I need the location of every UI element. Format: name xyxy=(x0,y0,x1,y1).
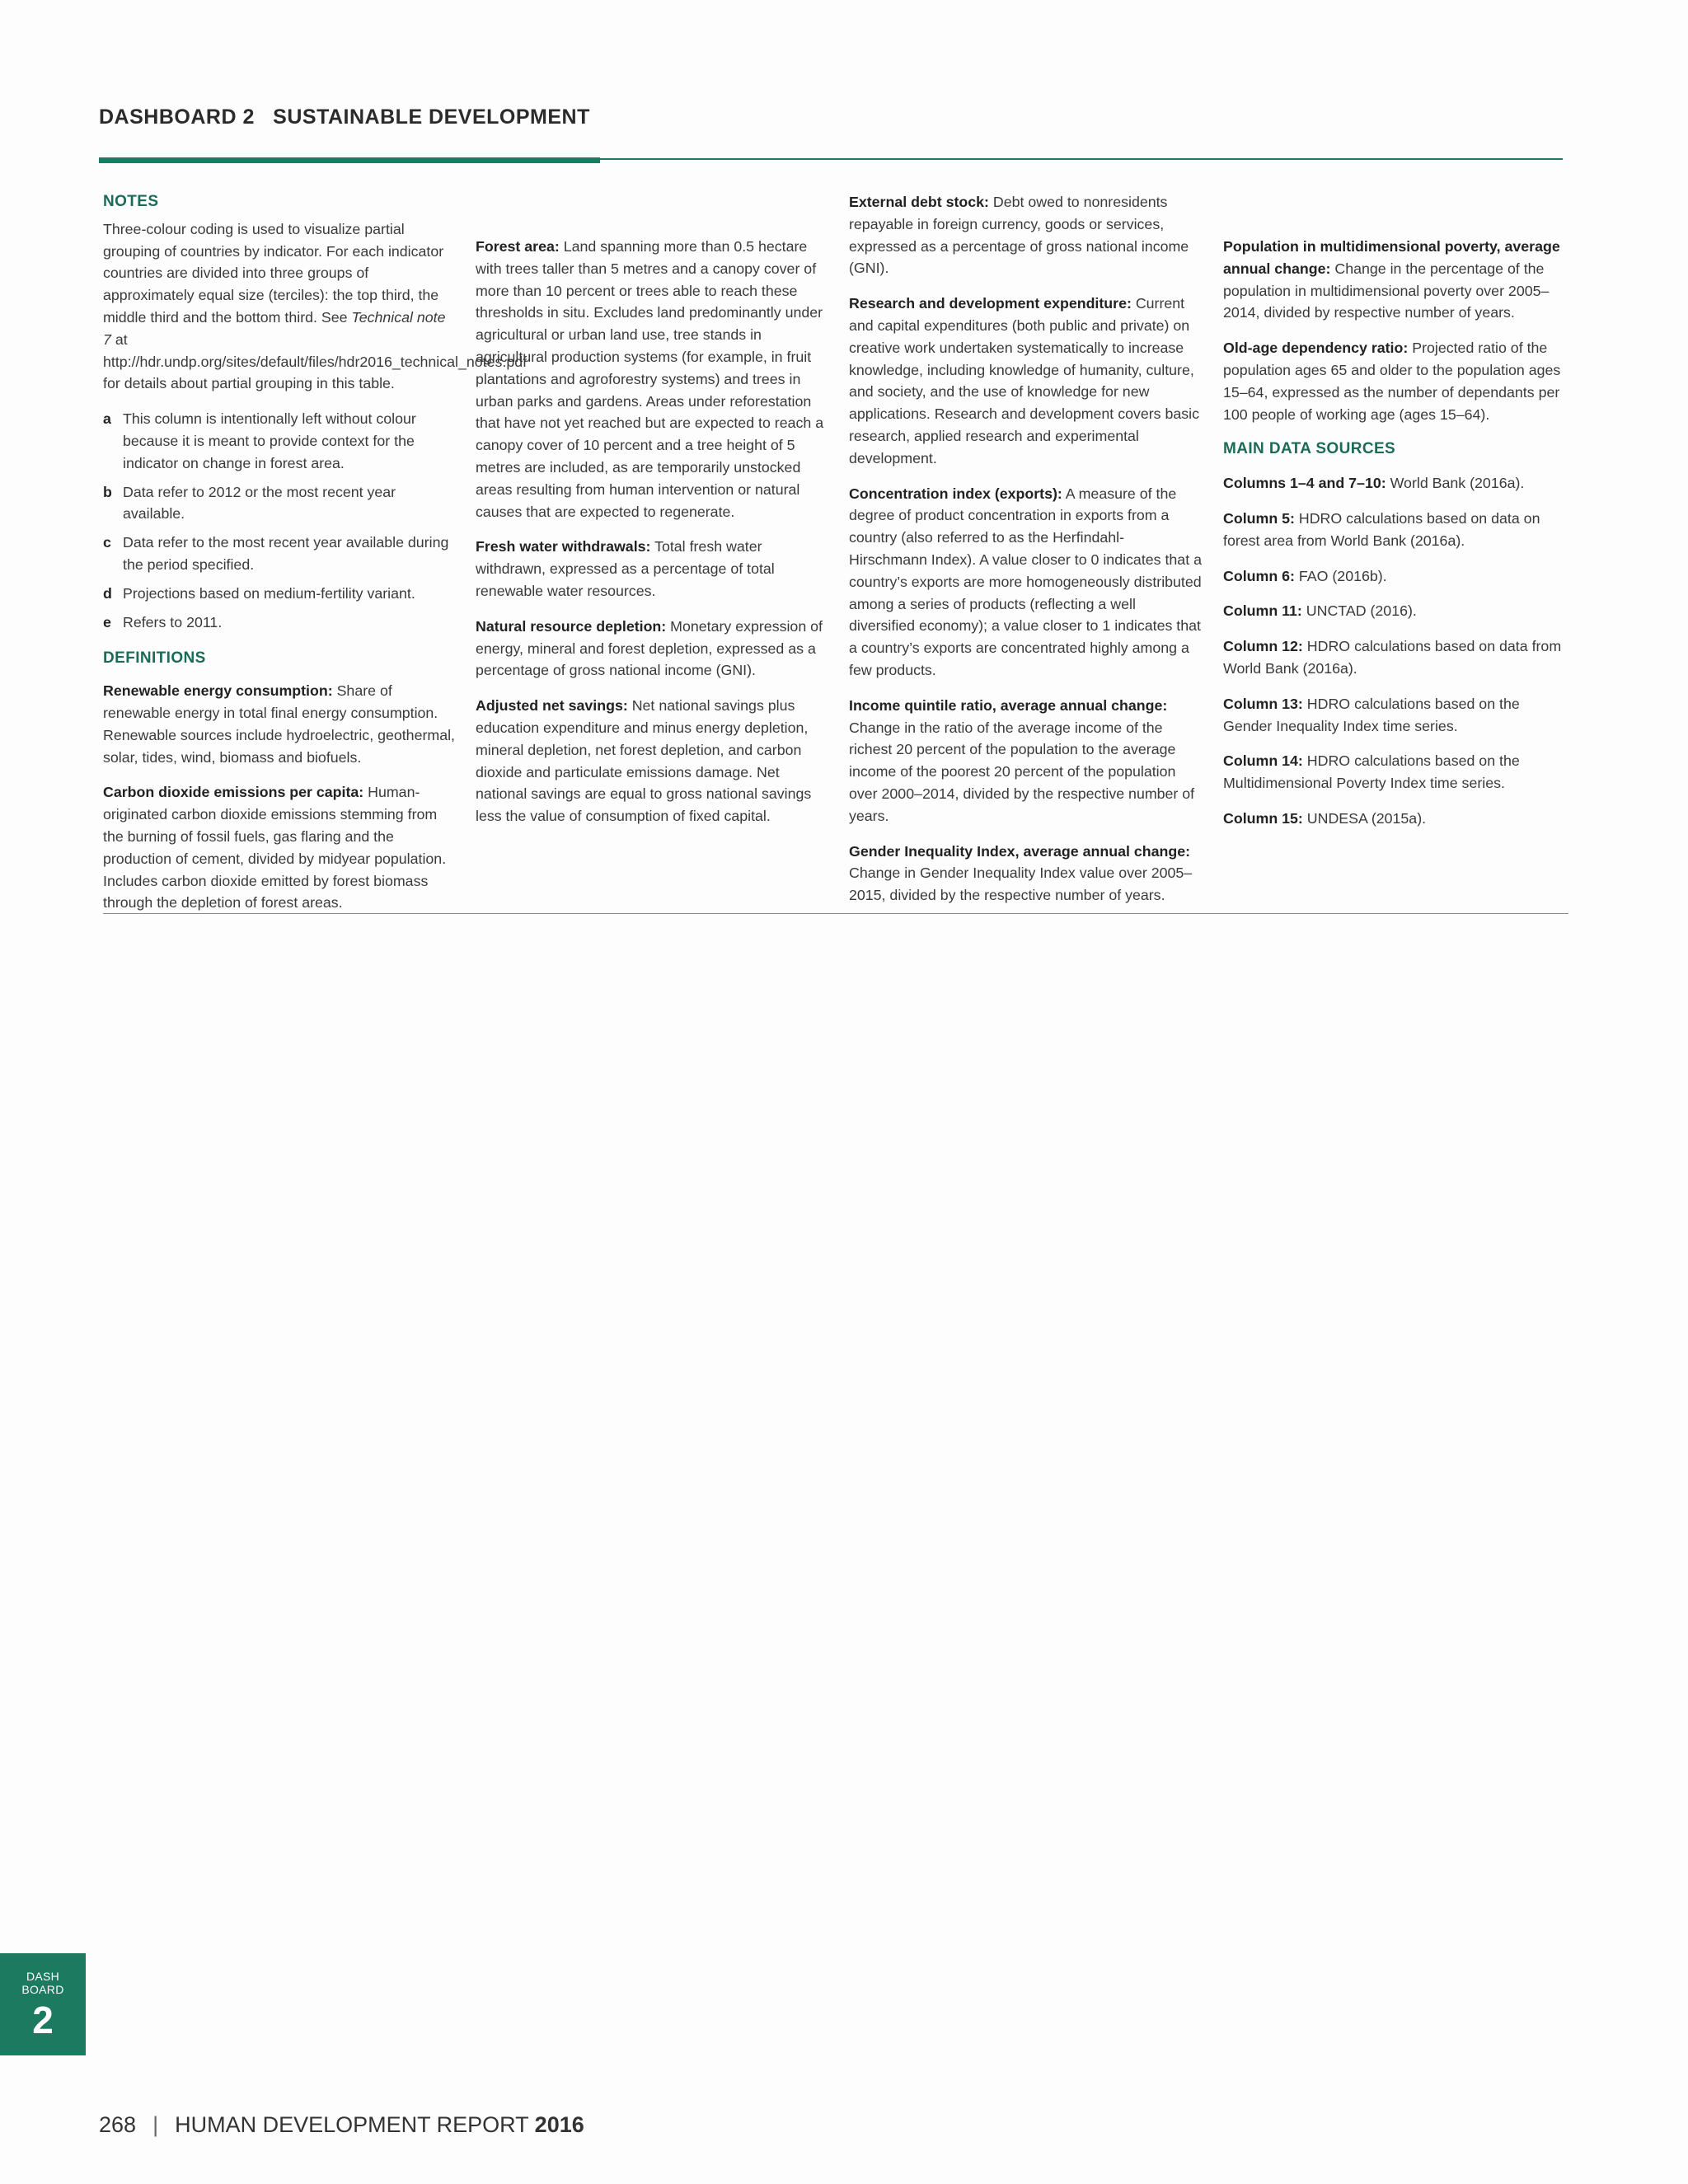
source-text: UNCTAD (2016). xyxy=(1301,602,1417,620)
definition-text: Debt owed to nonresidents repayable in foreign currency, goods or services, expressed as a percentage of gross national income (GNI). xyxy=(849,194,1189,277)
note-item xyxy=(103,583,456,605)
source-term: Column 11: xyxy=(1223,602,1302,620)
definition-term: Gender Inequality Index, average annual change: xyxy=(849,842,1191,860)
dashboard-side-tab xyxy=(0,1953,86,2055)
source-term: Columns 1–4 and 7–10: xyxy=(1223,475,1386,492)
definition-text: Projected ratio of the population ages 65 and older to the population ages 15–64, expressed as the number of dependants per 100 people of working age (ages 15–64). xyxy=(1223,340,1561,423)
source-text: World Bank (2016a). xyxy=(1386,475,1525,492)
definition-debt xyxy=(849,191,1202,279)
header-rule xyxy=(600,158,1563,160)
section-divider xyxy=(103,913,1568,914)
note-text: Refers to 2011. xyxy=(123,613,223,630)
source-term: Column 15: xyxy=(1223,809,1303,827)
definition-term: External debt stock: xyxy=(849,194,989,210)
note-text: Data refer to 2012 or the most recent year available. xyxy=(123,483,396,523)
notes-heading: NOTES xyxy=(103,193,159,210)
definition-resource xyxy=(476,616,828,682)
definition-text: Change in Gender Inequality Index value over 2005–2015, divided by the respective number of years. xyxy=(849,865,1193,904)
note-item xyxy=(103,612,456,634)
source-item xyxy=(1223,508,1569,552)
notes-intro-text: Three-colour coding is used to visualize partial grouping of countries by indicator. For each indicator countries are divided into three groups of approximately equal size (terciles): the top third, the middle third and the bottom third. See xyxy=(103,220,444,326)
definition-savings xyxy=(476,695,828,827)
header-accent-bar xyxy=(99,157,600,163)
definition-text: Land spanning more than 0.5 hectare with trees taller than 5 metres and a canopy cover of more than 10 percent or trees able to reach these thresholds in situ. Excludes land predominantly under agricultural or urban land use, tree stands in agricultural production systems (for example, in fruit plantations and agroforestry systems) and trees in urban parks and gardens. Areas under reforestation that have not yet reached but are expected to reach a canopy cover of 10 percent and a tree height of 5 metres are included, as are temporarily unstocked areas resulting from human intervention or natural causes that are expected to regenerate. xyxy=(476,238,824,520)
source-term: Column 5: xyxy=(1223,509,1295,527)
note-text: Projections based on medium-fertility variant. xyxy=(123,584,415,602)
definition-term: Fresh water withdrawals: xyxy=(476,538,651,555)
source-term: Column 14: xyxy=(1223,752,1303,770)
definition-term: Old-age dependency ratio: xyxy=(1223,340,1409,357)
definitions-sources-column xyxy=(1223,236,1569,843)
definition-text: Human-originated carbon dioxide emissions stemming from the burning of fossil fuels, gas flaring and the production of cement, divided by midyear population. Includes carbon dioxide emitted by forest biomass through the depletion of forest areas. xyxy=(103,784,447,912)
note-item xyxy=(103,408,456,474)
footer-separator: | xyxy=(152,2112,159,2137)
notes-intro-text-end: at http://hdr.undp.org/sites/default/files/hdr2016_technical_notes.pdf for details about partial grouping in this table. xyxy=(103,330,528,392)
report-year: 2016 xyxy=(534,2112,584,2137)
definition-co2 xyxy=(103,781,456,914)
side-tab-label-line2: BOARD xyxy=(21,1983,64,1996)
definition-term: Research and development expenditure: xyxy=(849,295,1132,312)
note-item xyxy=(103,481,456,526)
definition-text: Net national savings plus education expenditure and minus energy depletion, mineral depletion, net forest depletion, and carbon dioxide and particulate emissions damage. Net national savings are equal to gross national savings less the value of consumption of fixed capital. xyxy=(476,697,812,825)
source-item xyxy=(1223,565,1569,588)
side-tab-number: 2 xyxy=(32,1999,54,2041)
definition-concentration xyxy=(849,483,1202,682)
definition-renewable xyxy=(103,680,456,768)
note-key: a xyxy=(103,410,111,428)
definition-gii xyxy=(849,841,1202,907)
source-text: FAO (2016b). xyxy=(1294,567,1387,584)
notes-column xyxy=(103,191,528,927)
definition-water xyxy=(476,536,828,602)
definition-forest xyxy=(476,236,828,523)
definitions-heading: DEFINITIONS xyxy=(103,649,206,668)
report-name: HUMAN DEVELOPMENT REPORT xyxy=(175,2112,535,2137)
source-term: Column 12: xyxy=(1223,638,1303,655)
source-text: HDRO calculations based on the Gender Inequality Index time series. xyxy=(1223,695,1520,734)
definitions-column-2 xyxy=(476,236,828,841)
source-item xyxy=(1223,600,1569,622)
definition-term: Population in multidimensional poverty, average annual change: xyxy=(1223,238,1560,277)
notes-intro-link-label: Technical note 7 xyxy=(103,308,446,348)
page-number: 268 xyxy=(99,2112,137,2137)
definition-term: Renewable energy consumption: xyxy=(103,682,333,700)
side-tab-label xyxy=(0,1970,86,1996)
note-item xyxy=(103,532,456,576)
source-term: Column 13: xyxy=(1223,695,1303,712)
definition-text: A measure of the degree of product concentration in exports from a country (also referred to as the Herfindahl-Hirschmann Index). A value closer to 0 indicates that a country’s exports are more homogeneously distributed among a series of products (reflecting a well diversified economy); a value closer to 1 indicates that a country’s exports are concentrated highly among a few products. xyxy=(849,485,1202,678)
note-key: b xyxy=(103,483,112,500)
source-item xyxy=(1223,808,1569,830)
source-text: HDRO calculations based on data from World Bank (2016a). xyxy=(1223,638,1562,677)
definition-text: Monetary expression of energy, mineral and forest depletion, expressed as a percentage of gross national income (GNI). xyxy=(476,617,823,679)
definition-term: Forest area: xyxy=(476,238,560,255)
source-text: HDRO calculations based on the Multidimensional Poverty Index time series. xyxy=(1223,752,1520,792)
note-key: d xyxy=(103,584,112,602)
page-footer xyxy=(99,2112,584,2138)
definition-text: Current and capital expenditures (both public and private) on creative work undertaken systematically to increase knowledge, including knowledge of humanity, culture, and society, and the use of knowledge for new applications. Research and development covers basic research, applied research and experimental development. xyxy=(849,295,1200,466)
definition-term: Income quintile ratio, average annual change: xyxy=(849,696,1168,714)
note-text: This column is intentionally left without colour because it is meant to provide context for the indicator on change in forest area. xyxy=(123,410,416,471)
source-item xyxy=(1223,693,1569,738)
source-item xyxy=(1223,750,1569,794)
definition-term: Carbon dioxide emissions per capita: xyxy=(103,784,364,801)
definition-mpi xyxy=(1223,236,1569,324)
definition-text: Change in the percentage of the population in multidimensional poverty over 2005–2014, divided by respective number of years. xyxy=(1223,260,1550,321)
notes-list xyxy=(103,408,456,633)
note-text: Data refer to the most recent year available during the period specified. xyxy=(123,534,449,573)
note-key: e xyxy=(103,613,111,630)
source-text: HDRO calculations based on data on forest area from World Bank (2016a). xyxy=(1223,509,1540,549)
definition-rd xyxy=(849,293,1202,469)
definition-text: Share of renewable energy in total final energy consumption. Renewable sources include hydroelectric, geothermal, solar, tides, wind, biomass and biofuels. xyxy=(103,682,455,766)
source-item xyxy=(1223,472,1569,494)
definition-oldage xyxy=(1223,337,1569,425)
page-title: DASHBOARD 2 SUSTAINABLE DEVELOPMENT xyxy=(99,105,590,129)
definition-term: Concentration index (exports): xyxy=(849,485,1062,502)
source-item xyxy=(1223,635,1569,680)
side-tab-label-line1: DASH xyxy=(26,1970,60,1983)
note-key: c xyxy=(103,534,111,551)
definition-text: Change in the ratio of the average income of the richest 20 percent of the population to the average income of the poorest 20 percent of the population over 2000–2014, divided by the respective number of years. xyxy=(849,719,1195,824)
definition-quintile xyxy=(849,695,1202,827)
definitions-column-3 xyxy=(849,191,1202,920)
definition-term: Natural resource depletion: xyxy=(476,617,667,635)
source-term: Column 6: xyxy=(1223,567,1295,584)
definition-term: Adjusted net savings: xyxy=(476,697,628,715)
definition-text: Total fresh water withdrawn, expressed as a percentage of total renewable water resources. xyxy=(476,538,775,599)
sources-heading: MAIN DATA SOURCES xyxy=(1223,440,1396,458)
source-text: UNDESA (2015a). xyxy=(1302,809,1427,827)
